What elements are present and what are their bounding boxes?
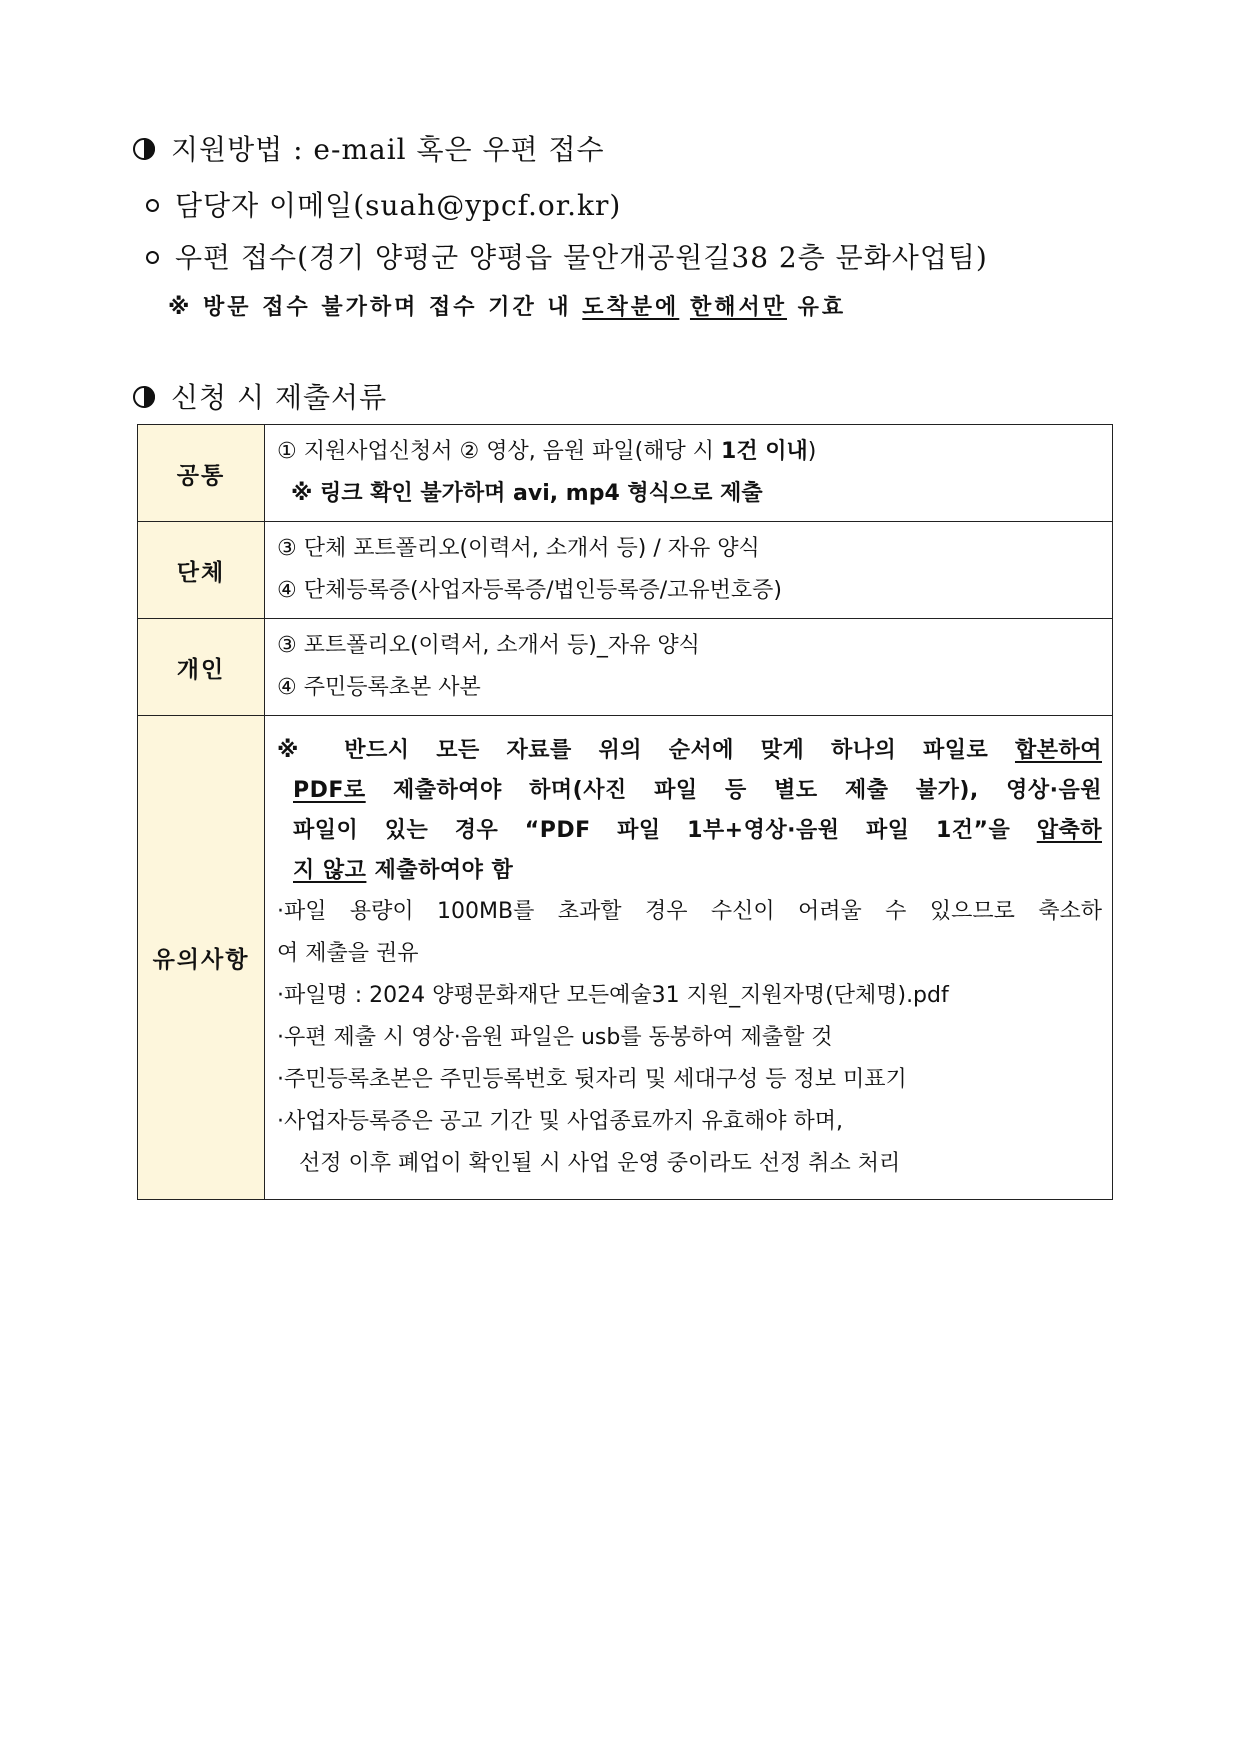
common-line-1: ① 지원사업신청서 ② 영상, 음원 파일(해당 시 1건 이내) — [277, 439, 817, 464]
warning-line-4: 지 않고 제출하여야 함 — [293, 857, 514, 883]
ring-bullet-icon — [146, 199, 159, 212]
row-label-notes: 유의사항 — [138, 716, 265, 1200]
method-heading: 지원방법 : e-mail 혹은 우편 접수 — [133, 128, 605, 168]
row-label-common: 공통 — [138, 425, 265, 522]
method-note: ※ 방문 접수 불가하며 접수 기간 내 도착분에 한해서만 유효 — [168, 295, 847, 320]
row-label-individual: 개인 — [138, 619, 265, 716]
row-label-group: 단체 — [138, 522, 265, 619]
table-row-notes — [138, 716, 1113, 1200]
table-row-common — [138, 425, 1113, 522]
table-row-individual — [138, 619, 1113, 716]
documents-table — [137, 424, 1113, 1200]
note-bullet-2: ·파일명 : 2024 양평문화재단 모든예술31 지원_지원자명(단체명).pdf — [277, 982, 949, 1008]
note-bullet-5-cont: 선정 이후 폐업이 확인될 시 사업 운영 중이라도 선정 취소 처리 — [299, 1150, 901, 1176]
documents-heading: 신청 시 제출서류 — [133, 376, 387, 416]
individual-line-2: ④ 주민등록초본 사본 — [277, 675, 481, 700]
individual-line-1: ③ 포트폴리오(이력서, 소개서 등)_자유 양식 — [277, 633, 700, 658]
row-content-notes — [265, 716, 1113, 1200]
row-content-group — [265, 522, 1113, 619]
method-item-email: 담당자 이메일(suah@ypcf.or.kr) — [146, 184, 621, 224]
row-content-common — [265, 425, 1113, 522]
note-bullet-4: ·주민등록초본은 주민등록번호 뒷자리 및 세대구성 등 정보 미표기 — [277, 1066, 907, 1092]
warning-line-3: 파일이 있는 경우 “PDF 파일 1부+영상·음원 파일 1건”을 압축하 — [293, 817, 1102, 843]
row-content-individual — [265, 619, 1113, 716]
method-item-post: 우편 접수(경기 양평군 양평읍 물안개공원길38 2층 문화사업팀) — [146, 236, 988, 276]
half-circle-bullet-icon — [133, 386, 155, 408]
group-line-2: ④ 단체등록증(사업자등록증/법인등록증/고유번호증) — [277, 578, 782, 603]
group-line-1: ③ 단체 포트폴리오(이력서, 소개서 등) / 자유 양식 — [277, 536, 760, 561]
note-bullet-1-cont: 여 제출을 권유 — [277, 940, 419, 966]
ring-bullet-icon — [146, 251, 159, 264]
note-bullet-1: ·파일 용량이 100MB를 초과할 경우 수신이 어려울 수 있으므로 축소하 — [277, 898, 1102, 924]
common-line-2: ※ 링크 확인 불가하며 avi, mp4 형식으로 제출 — [291, 481, 763, 506]
note-underline-2: 한해서만 — [689, 295, 787, 320]
half-circle-bullet-icon — [133, 138, 155, 160]
warning-line-2: PDF로 제출하여야 하며(사진 파일 등 별도 제출 불가), 영상·음원 — [293, 777, 1102, 803]
note-underline-1: 도착분에 — [582, 295, 680, 320]
warning-line-1: ※ 반드시 모든 자료를 위의 순서에 맞게 하나의 파일로 합본하여 — [277, 737, 1102, 763]
note-bullet-3: ·우편 제출 시 영상·음원 파일은 usb를 동봉하여 제출할 것 — [277, 1024, 833, 1050]
table-row-group — [138, 522, 1113, 619]
note-bullet-5: ·사업자등록증은 공고 기간 및 사업종료까지 유효해야 하며, — [277, 1108, 843, 1134]
